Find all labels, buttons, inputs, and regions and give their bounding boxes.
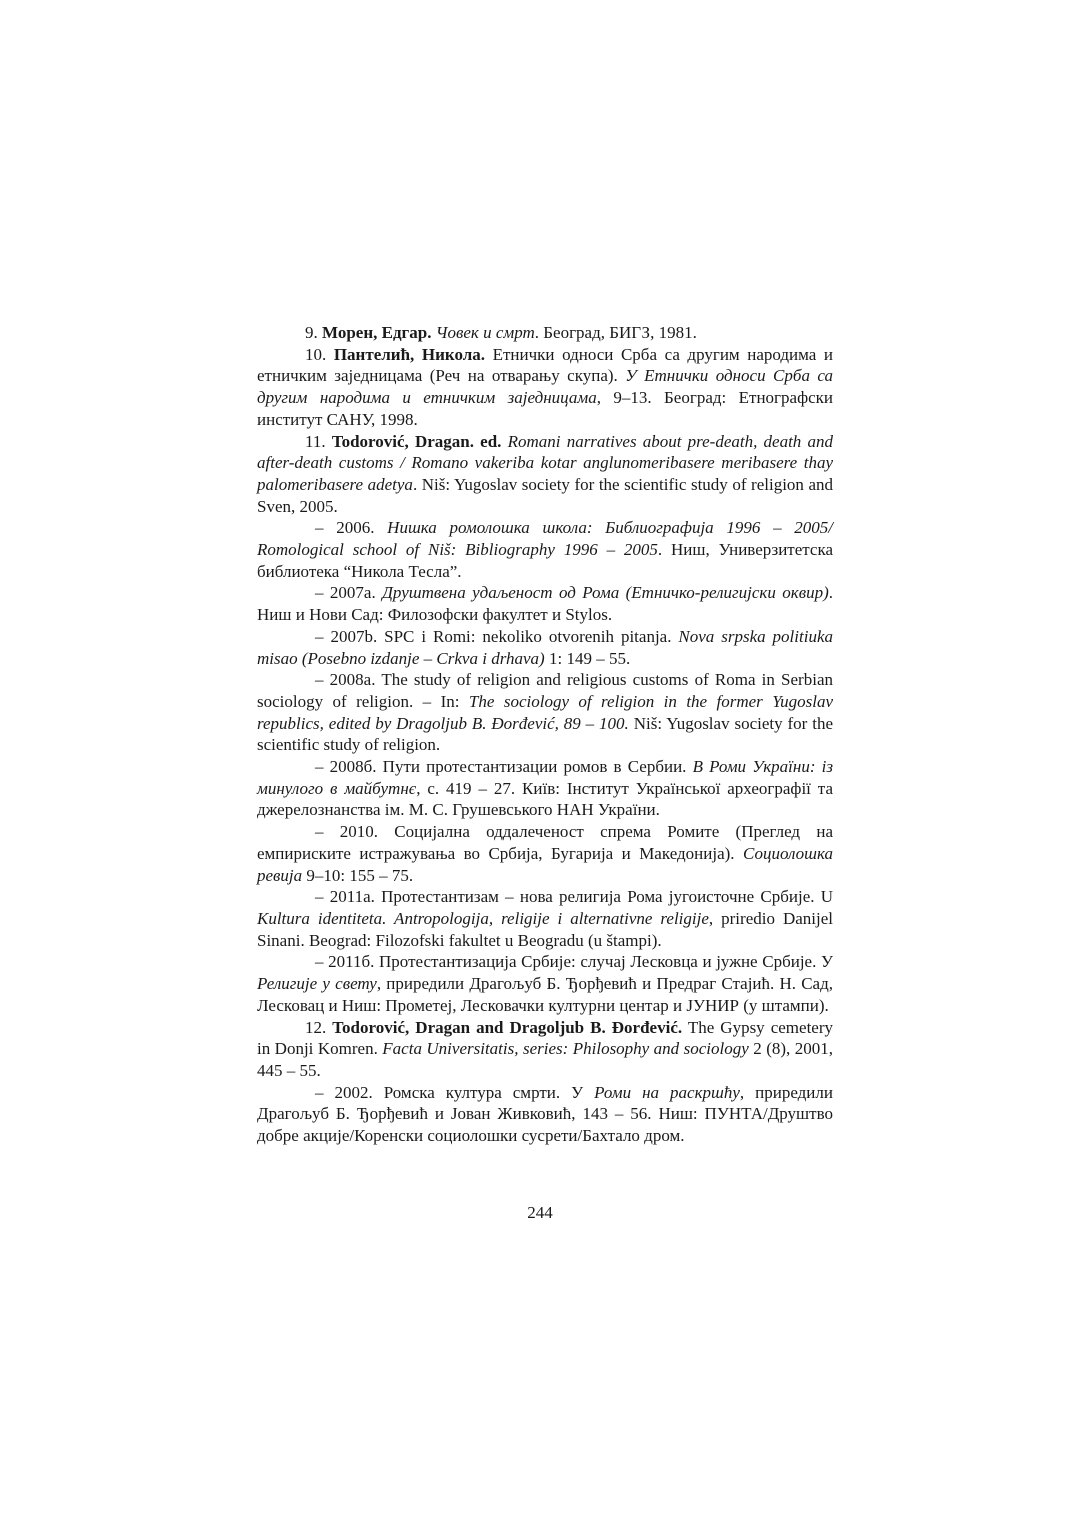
entry-text: . Ниш, Универзитетска библиотека “Никола Тесла”.	[257, 540, 833, 581]
entry-text: . Ниш и Нови Сад: Филозофски факултет и Stylos.	[257, 583, 833, 625]
entry-text: . Београд, БИГЗ, 1981.	[534, 323, 697, 342]
entry-text: – 2007a.	[315, 583, 383, 603]
work-title: Nova srpska politiuka misao (Posebno izdanje – Crkva i drhava)	[257, 626, 833, 668]
entry-text: Етнички односи Срба са другим народима и етничким заједницама (Реч на отварању скупа).	[257, 344, 834, 386]
work-title: Romani narratives about pre-death, death and after-death customs / Romano vakeriba kotar anglunomeribasere meribasere thay palomeribasere adetya	[257, 431, 833, 494]
bibliography-entry	[257, 322, 833, 344]
bibliography-sub-entry	[257, 756, 833, 821]
entry-text: . Niš: Yugoslav society for the scientific study of religion and Sven, 2005.	[257, 474, 833, 516]
entry-text: The Gypsy cemetery in Donji Komren.	[257, 1017, 833, 1059]
entry-text: – 2002. Ромска култура смрти. У	[315, 1082, 595, 1102]
work-title: Нишка ромолошка школа: Библиографија 1996 – 2005/ Romological school of Niš: Bibliography 1996 – 2005	[257, 518, 834, 560]
bibliography-sub-entry	[257, 626, 833, 669]
entry-text: 9.	[305, 323, 322, 342]
bibliography-sub-entry	[257, 821, 833, 886]
work-title: В Роми України: із минулого в майбутнє	[257, 757, 833, 798]
entry-text: 1: 149 – 55.	[544, 648, 631, 668]
author-name: Морен, Едгар.	[322, 323, 432, 342]
entry-text: 10.	[305, 344, 334, 364]
work-title: The sociology of religion in the former Yugoslav republics, edited by Dragoljub B. Đorđević, 89 – 100.	[257, 691, 834, 733]
work-title: Kultura identiteta. Antropologija, religije i alternativne religije	[257, 908, 709, 928]
work-title: Човек и смрт	[435, 323, 535, 342]
entry-text: , 9–13. Београд: Етнографски институт САНУ, 1998.	[257, 388, 833, 429]
bibliography-sub-entry	[257, 951, 833, 1016]
author-name: Todorović, Dragan. ed.	[331, 431, 502, 451]
entry-text: 12.	[305, 1017, 333, 1037]
work-title: У Етнички односи Срба са другим народима и етничким заједницама	[257, 366, 834, 408]
entry-text: , приредили Драгољуб Б. Ђорђевић и Јован Живковић, 143 – 56. Ниш: ПУНТА/Друштво добре акције/Коренски социолошки сусрети/Бахтало дром.	[257, 1082, 833, 1146]
entry-text: Niš: Yugoslav society for the scientific study of religion.	[257, 713, 833, 755]
entry-text: – 2011a. Протестантизам – нова религија Рома југоисточне Србије. U	[315, 887, 833, 907]
bibliography-sub-entry	[257, 582, 833, 625]
entry-text: , с. 419 – 27. Київ: Інститут Української археографії та джерелознанства ім. М. С. Грушевського НАН України.	[257, 778, 833, 820]
bibliography-sub-entry	[257, 886, 833, 951]
page-number: 244	[527, 1203, 553, 1222]
entry-text: , priredio Danijel Sinani. Beograd: Filozofski fakultet u Beogradu (u štampi).	[257, 908, 833, 950]
bibliography-list	[257, 322, 833, 1147]
work-title: Религије у свету	[257, 974, 377, 994]
bibliography-sub-entry	[257, 1082, 833, 1147]
entry-text: 2 (8), 2001, 445 – 55.	[257, 1039, 834, 1080]
work-title: Facta Universitatis, series: Philosophy and sociology	[382, 1039, 749, 1059]
entry-text: 11.	[305, 431, 332, 451]
work-title: Социолошка ревија	[257, 843, 833, 885]
entry-text: – 2006.	[315, 518, 388, 538]
entry-text: – 2007b. SPC i Romi: nekoliko otvorenih pitanja.	[315, 626, 679, 646]
work-title: Роми на раскршћу	[594, 1082, 740, 1102]
entry-text: 9–10: 155 – 75.	[302, 865, 414, 885]
bibliography-sub-entry	[257, 517, 833, 582]
entry-text: , приредили Драгољуб Б. Ђорђевић и Предраг Стајић. Н. Сад, Лесковац и Ниш: Прометеј, Лесковачки културни центар и ЈУНИР (у штампи).	[257, 974, 833, 1015]
entry-text: – 2010. Социјална оддалеченост спрема Ромите (Преглед на емпириските истражувања во Србија, Бугарија и Македонија).	[257, 822, 833, 863]
author-name: Todorović, Dragan and Dragoljub B. Đorđević.	[332, 1017, 683, 1037]
bibliography-entry	[257, 344, 833, 431]
author-name: Пантелић, Никола.	[333, 344, 486, 364]
entry-text: – 2008a. The study of religion and religious customs of Roma in Serbian sociology of religion. – In:	[257, 670, 833, 711]
bibliography-sub-entry	[257, 669, 833, 756]
bibliography-entry	[257, 431, 833, 518]
entry-text: – 2008б. Пути протестантизации ромов в Сербии.	[315, 757, 693, 777]
work-title: Друштвена удаљеност од Рома (Етничко-религијски оквир)	[382, 583, 829, 603]
bibliography-entry	[257, 1017, 833, 1082]
entry-text: – 2011б. Протестантизација Србије: случај Лесковца и јужне Србије. У	[315, 952, 833, 972]
